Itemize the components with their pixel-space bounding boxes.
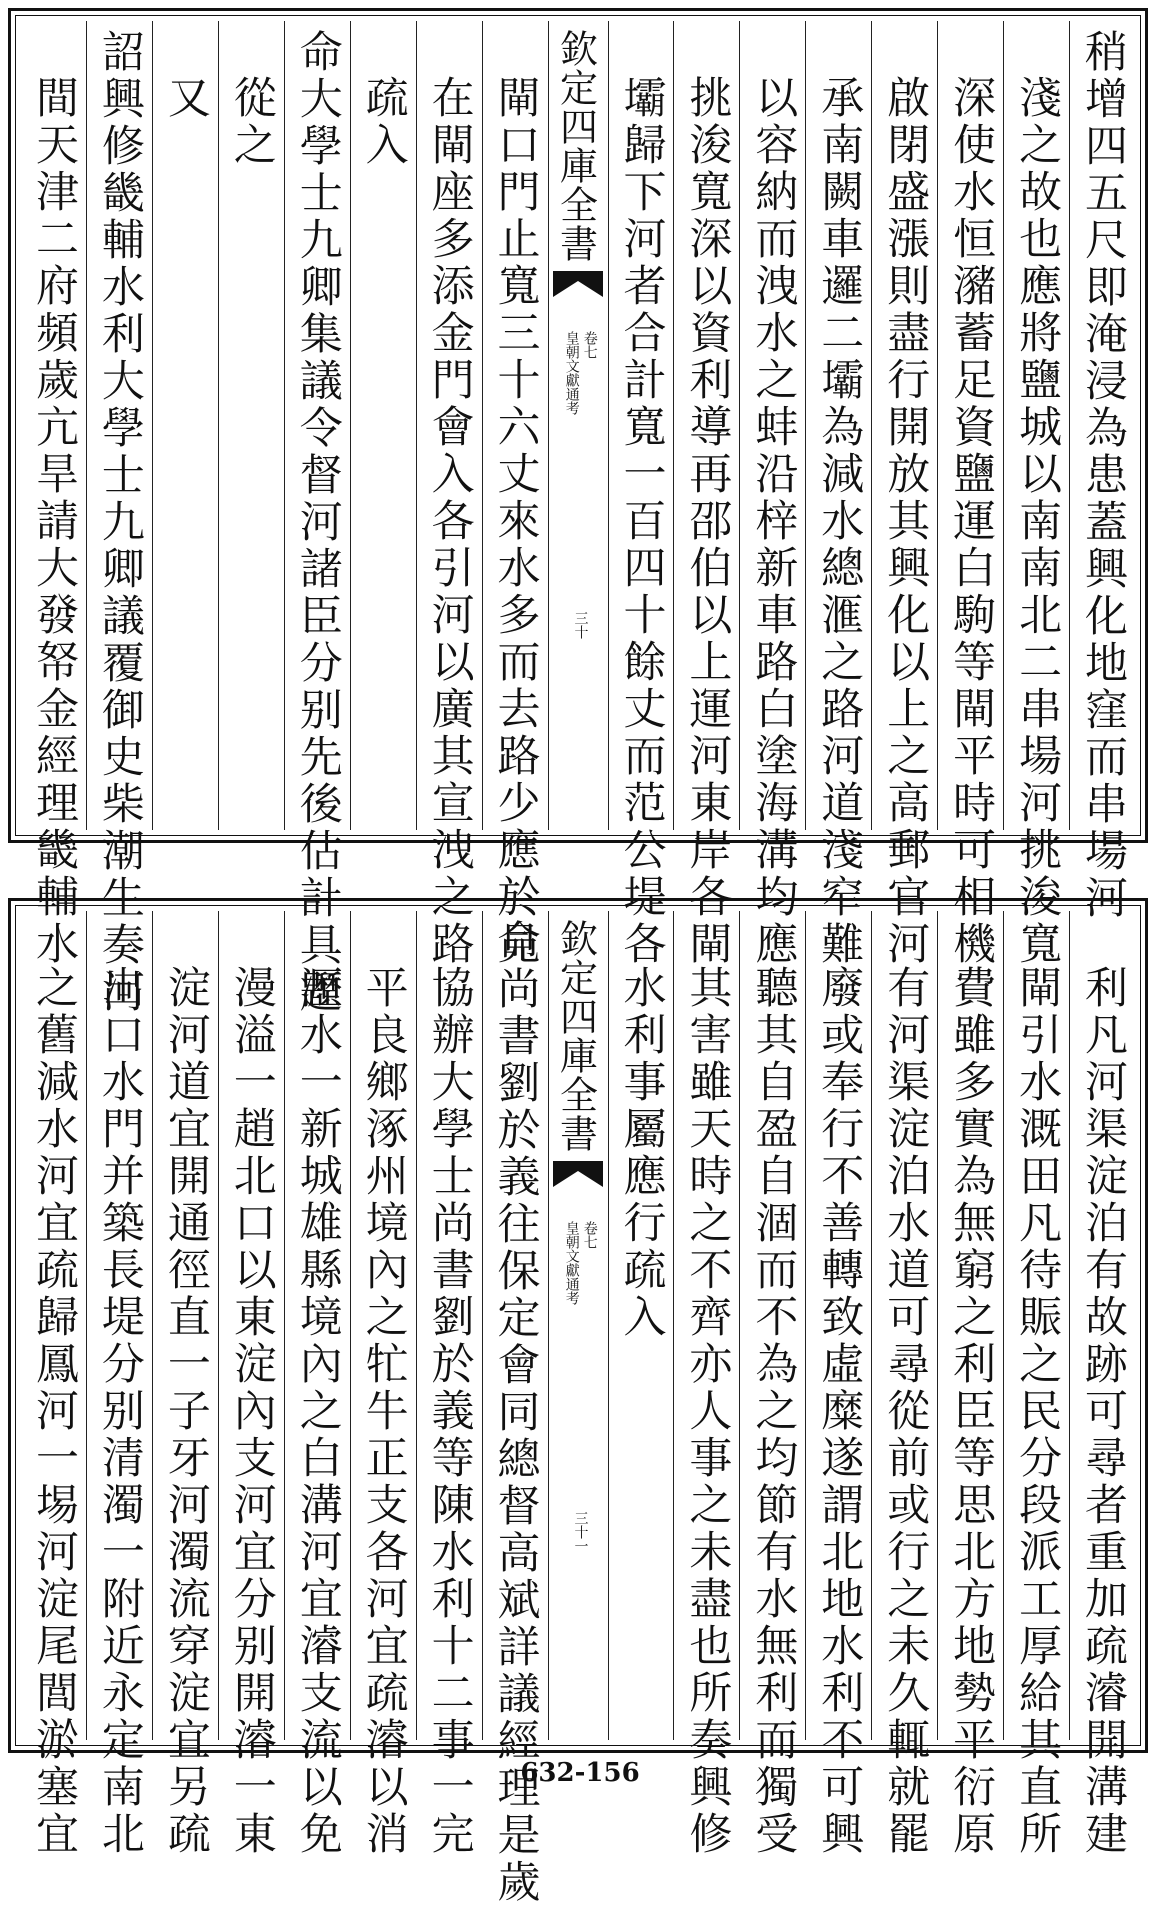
text-column	[350, 21, 416, 830]
column-text: 協辦大學士尚書劉於義等陳水利十二事一完	[424, 965, 475, 1858]
center-margin	[548, 911, 608, 1740]
text-column	[152, 21, 218, 830]
page-number: 三十一	[572, 1511, 589, 1553]
text-column	[805, 21, 871, 968]
column-text: 費雖多實為無窮之利臣等思北方地勢平衍原	[946, 965, 997, 1858]
column-text: 瀝水一新城雄縣境內之白溝河宜濬支流以免	[292, 965, 343, 1858]
column-text: 漫溢一趙北口以東淀內支河宜分别開濬一東	[226, 965, 277, 1858]
text-column	[152, 911, 218, 1858]
column-text: 疏入	[358, 75, 409, 169]
text-column	[673, 911, 739, 1858]
column-text: 命尚書劉於義往保定會同總督高斌詳議經理是歲	[490, 919, 541, 1906]
text-column	[805, 911, 871, 1858]
text-column	[937, 911, 1003, 1858]
text-column	[673, 21, 739, 968]
column-text: 承南闕車邏二壩為減水總滙之路河道淺窄難	[814, 75, 865, 968]
column-text: 挑浚寬深以資利導再邵伯以上運河東岸各閘	[682, 75, 733, 968]
column-text: 廢或奉行不善轉致虛糜遂謂北地水利不可興	[814, 965, 865, 1858]
book-title: 欽定四庫全書	[553, 919, 598, 1153]
text-column	[284, 21, 350, 1016]
text-column	[937, 21, 1003, 968]
column-text: 命大學士九卿集議令督河諸臣分别先後估計具題	[292, 29, 343, 1016]
text-column	[218, 911, 284, 1858]
column-text: 水利事屬應行疏入	[616, 965, 667, 1341]
column-text: 間天津二府頻歲亢旱請大發帑金經理畿輔水	[28, 75, 79, 968]
text-column	[608, 21, 674, 968]
fish-tail-mark	[553, 1161, 603, 1189]
column-text: 聽其自盈自涸而不為之均節有水無利而獨受	[748, 965, 799, 1858]
text-column	[739, 911, 805, 1858]
page-footer-number: 632-156	[520, 1758, 640, 1788]
column-text: 閘引水溉田凡待賑之民分段派工厚給其直所	[1012, 965, 1063, 1858]
column-text: 又	[160, 75, 211, 122]
column-text: 平良鄉涿州境內之牤牛正支各河宜疏濬以消	[358, 965, 409, 1858]
fish-tail-mark	[553, 271, 603, 299]
center-margin	[548, 21, 608, 830]
book-subtitle: 皇朝文獻通考	[563, 331, 580, 415]
text-column	[86, 911, 152, 1858]
column-text: 以容納而洩水之蚌沿梓新車路白塗海溝均應	[748, 75, 799, 968]
column-text: 出口水門并築長堤分别清濁一附近永定南北	[94, 965, 145, 1858]
book-title: 欽定四庫全書	[553, 29, 598, 263]
column-text: 從之	[226, 75, 277, 169]
page-number: 三十	[572, 611, 589, 639]
page-upper	[8, 8, 1148, 1016]
volume-label: 卷七	[581, 331, 598, 359]
column-text: 淺之故也應將鹽城以南南北二串場河挑浚寬	[1012, 75, 1063, 968]
column-text: 壩歸下河者合計寬一百四十餘丈而范公堤各	[616, 75, 667, 968]
text-column	[86, 21, 152, 1016]
volume-label: 卷七	[581, 1221, 598, 1249]
text-column	[482, 911, 548, 1906]
text-column	[350, 911, 416, 1858]
text-column	[871, 911, 937, 1858]
text-column	[739, 21, 805, 968]
column-text: 稍增四五尺即淹浸為患蓋興化地窪而串場河	[1078, 29, 1129, 922]
text-column	[1003, 21, 1069, 968]
column-text: 詔興修畿輔水利大學士九卿議覆御史柴潮生奏河	[94, 29, 145, 1016]
text-column	[416, 21, 482, 968]
text-column	[1069, 21, 1135, 922]
column-text: 淀河道宜開通徑直一子牙河濁流穿淀宜另疏	[160, 965, 211, 1858]
text-column	[1069, 911, 1135, 1858]
book-subtitle: 皇朝文獻通考	[563, 1221, 580, 1305]
text-column	[608, 911, 674, 1740]
text-column	[21, 21, 86, 968]
column-text: 啟閉盛漲則盡行開放其興化以上之高郵官河	[880, 75, 931, 968]
text-column	[871, 21, 937, 968]
text-column	[21, 911, 86, 1858]
text-column	[482, 21, 548, 968]
column-text: 閘口門止寬三十六丈來水多而去路少應於見	[490, 75, 541, 968]
column-text: 利凡河渠淀泊有故跡可尋者重加疏濬開溝建	[1078, 965, 1129, 1858]
text-column	[218, 21, 284, 830]
column-text: 其害雖天時之不齊亦人事之未盡也所奏興修	[682, 965, 733, 1858]
column-text: 在閘座多添金門會入各引河以廣其宣洩之路	[424, 75, 475, 968]
text-column	[1003, 911, 1069, 1858]
column-text: 之舊減水河宜疏歸鳳河一埸河淀尾閭淤塞宜	[28, 965, 79, 1858]
text-column	[416, 911, 482, 1858]
column-text: 有河渠淀泊水道可尋從前或行之未久輒就罷	[880, 965, 931, 1858]
text-column	[284, 911, 350, 1858]
column-text: 深使水恒瀦蓄足資鹽運白駒等閘平時可相機	[946, 75, 997, 968]
